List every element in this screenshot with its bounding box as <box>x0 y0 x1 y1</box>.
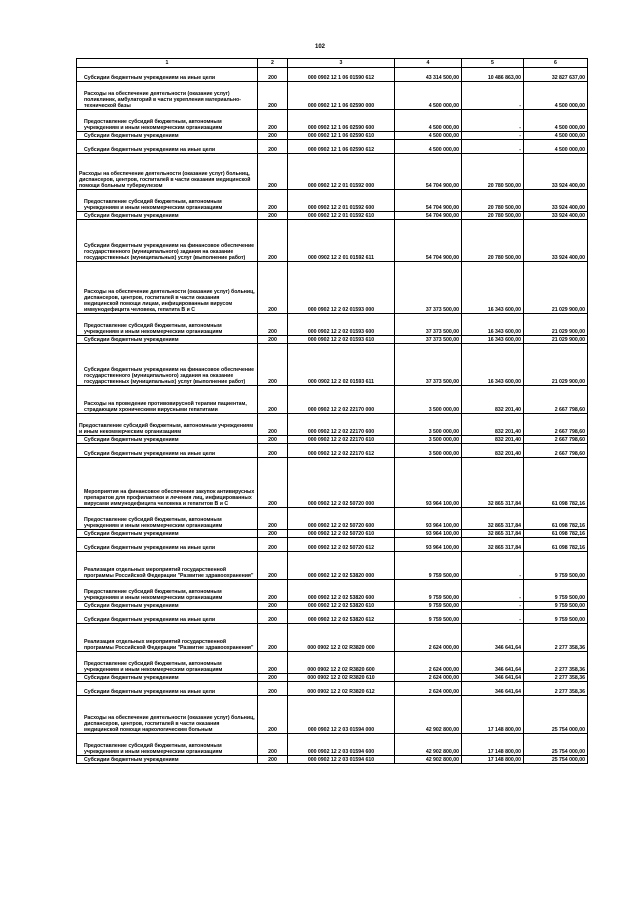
row-approved-amount: 2 624 000,00 <box>395 674 462 682</box>
row-approved-amount: 42 902 800,00 <box>395 734 462 756</box>
table-row <box>77 212 588 220</box>
column-header-4: 4 <box>395 59 462 68</box>
row-budget-code: 000 0902 12 2 02 01593 000 <box>288 262 395 314</box>
row-budget-code: 000 0902 12 2 02 50720 612 <box>288 538 395 552</box>
row-unexecuted-amount: 4 500 000,00 <box>524 132 588 140</box>
row-name: Субсидии бюджетным учреждениям на иные цели <box>77 610 258 624</box>
row-executed-amount: 346 641,64 <box>462 674 524 682</box>
row-unexecuted-amount: 9 759 500,00 <box>524 580 588 602</box>
row-budget-code: 000 0902 12 2 02 22170 610 <box>288 436 395 444</box>
row-unexecuted-amount: 2 667 798,60 <box>524 444 588 458</box>
row-line-code: 200 <box>258 538 288 552</box>
row-name: Субсидии бюджетным учреждениям <box>77 674 258 682</box>
row-unexecuted-amount: 2 277 358,36 <box>524 624 588 652</box>
row-approved-amount: 9 759 500,00 <box>395 610 462 624</box>
row-budget-code: 000 0902 12 1 06 02590 612 <box>288 140 395 154</box>
row-budget-code: 000 0902 12 2 03 01594 600 <box>288 734 395 756</box>
row-approved-amount: 93 964 100,00 <box>395 530 462 538</box>
row-approved-amount: 3 500 000,00 <box>395 444 462 458</box>
row-approved-amount: 43 314 500,00 <box>395 68 462 82</box>
column-header-3: 3 <box>288 59 395 68</box>
row-executed-amount: - <box>462 132 524 140</box>
table-row <box>77 756 588 764</box>
row-line-code: 200 <box>258 458 288 508</box>
row-unexecuted-amount: 21 029 900,00 <box>524 344 588 386</box>
row-executed-amount: 32 865 317,84 <box>462 538 524 552</box>
row-budget-code: 000 0902 12 2 02 50720 610 <box>288 530 395 538</box>
row-budget-code: 000 0902 12 2 02 53820 612 <box>288 610 395 624</box>
row-executed-amount: - <box>462 140 524 154</box>
row-line-code: 200 <box>258 580 288 602</box>
row-unexecuted-amount: 33 924 400,00 <box>524 220 588 262</box>
table-row <box>77 538 588 552</box>
row-name: Предоставление субсидий бюджетным, автономным учреждениям и иным некоммерческим организациям <box>77 508 258 530</box>
row-unexecuted-amount: 25 754 000,00 <box>524 756 588 764</box>
row-name: Расходы на проведение противовирусной терапии пациентам, страдающим хроническими вирусными гепатитами <box>77 386 258 414</box>
row-executed-amount: 32 865 317,84 <box>462 508 524 530</box>
row-approved-amount: 37 373 500,00 <box>395 344 462 386</box>
row-executed-amount: - <box>462 610 524 624</box>
row-approved-amount: 9 759 500,00 <box>395 580 462 602</box>
row-budget-code: 000 0902 12 2 02 53820 000 <box>288 552 395 580</box>
row-unexecuted-amount: 21 029 900,00 <box>524 262 588 314</box>
row-budget-code: 000 0902 12 2 02 50720 000 <box>288 458 395 508</box>
row-name: Субсидии бюджетным учреждениям <box>77 530 258 538</box>
row-line-code: 200 <box>258 508 288 530</box>
row-unexecuted-amount: 4 500 000,00 <box>524 140 588 154</box>
row-executed-amount: 16 343 600,00 <box>462 344 524 386</box>
row-budget-code: 000 0902 12 1 06 02590 600 <box>288 110 395 132</box>
table-row <box>77 682 588 696</box>
row-unexecuted-amount: 2 277 358,36 <box>524 674 588 682</box>
row-unexecuted-amount: 32 827 637,00 <box>524 68 588 82</box>
row-unexecuted-amount: 61 098 782,16 <box>524 508 588 530</box>
row-line-code: 200 <box>258 652 288 674</box>
row-budget-code: 000 0902 12 2 02 50720 600 <box>288 508 395 530</box>
row-line-code: 200 <box>258 552 288 580</box>
row-executed-amount: 832 201,40 <box>462 444 524 458</box>
row-line-code: 200 <box>258 414 288 436</box>
row-budget-code: 000 0902 12 2 02 R3820 000 <box>288 624 395 652</box>
row-executed-amount: 832 201,40 <box>462 386 524 414</box>
table-row <box>77 458 588 508</box>
table-body <box>77 68 588 764</box>
row-line-code: 200 <box>258 756 288 764</box>
table-row <box>77 344 588 386</box>
table-row <box>77 262 588 314</box>
row-name: Субсидии бюджетным учреждениям <box>77 602 258 610</box>
table-row <box>77 530 588 538</box>
row-line-code: 200 <box>258 530 288 538</box>
row-name: Расходы на обеспечение деятельности (оказание услуг) больниц, диспансеров, центров, госпиталей в части оказания медицинской помощи лицам, инфицированным вирусом иммунодефицита человека, гепатита В и С <box>77 262 258 314</box>
row-name: Реализация отдельных мероприятий государственной программы Российской Федерации "Развитие здравоохранения" <box>77 552 258 580</box>
row-line-code: 200 <box>258 262 288 314</box>
row-budget-code: 000 0902 12 2 02 R3820 610 <box>288 674 395 682</box>
row-name: Субсидии бюджетным учреждениям <box>77 132 258 140</box>
row-unexecuted-amount: 2 667 798,60 <box>524 414 588 436</box>
row-line-code: 200 <box>258 436 288 444</box>
column-header-5: 5 <box>462 59 524 68</box>
column-header-1: 1 <box>77 59 258 68</box>
row-approved-amount: 3 500 000,00 <box>395 436 462 444</box>
row-name: Субсидии бюджетным учреждениям на иные цели <box>77 68 258 82</box>
row-unexecuted-amount: 21 029 900,00 <box>524 336 588 344</box>
row-name: Предоставление субсидий бюджетным, автономным учреждениям и иным некоммерческим организациям <box>77 110 258 132</box>
row-name: Расходы на обеспечение деятельности (оказание услуг) больниц, диспансеров, центров, госпиталей в части оказания медицинской помощи наркологическим больным <box>77 696 258 734</box>
row-executed-amount: - <box>462 110 524 132</box>
table-row <box>77 68 588 82</box>
row-line-code: 200 <box>258 602 288 610</box>
table-row <box>77 132 588 140</box>
row-name: Предоставление субсидий бюджетным, автономным учреждениям и иным некоммерческим организациям <box>77 580 258 602</box>
row-approved-amount: 54 704 900,00 <box>395 154 462 190</box>
table-row <box>77 386 588 414</box>
row-approved-amount: 2 624 000,00 <box>395 624 462 652</box>
row-budget-code: 000 0902 12 2 01 01592 611 <box>288 220 395 262</box>
row-line-code: 200 <box>258 674 288 682</box>
row-executed-amount: 20 780 500,00 <box>462 220 524 262</box>
row-line-code: 200 <box>258 624 288 652</box>
table-row <box>77 508 588 530</box>
table-row <box>77 610 588 624</box>
row-unexecuted-amount: 25 754 000,00 <box>524 696 588 734</box>
column-number-row <box>77 59 588 68</box>
row-executed-amount: 16 343 600,00 <box>462 262 524 314</box>
row-approved-amount: 37 373 500,00 <box>395 336 462 344</box>
row-approved-amount: 9 759 500,00 <box>395 552 462 580</box>
row-budget-code: 000 0902 12 2 02 53820 610 <box>288 602 395 610</box>
table-row <box>77 624 588 652</box>
row-unexecuted-amount: 61 098 782,16 <box>524 530 588 538</box>
row-line-code: 200 <box>258 82 288 110</box>
row-executed-amount: - <box>462 552 524 580</box>
row-budget-code: 000 0902 12 1 06 02590 000 <box>288 82 395 110</box>
row-executed-amount: 17 148 800,00 <box>462 734 524 756</box>
row-unexecuted-amount: 4 500 000,00 <box>524 110 588 132</box>
row-unexecuted-amount: 9 759 500,00 <box>524 610 588 624</box>
row-unexecuted-amount: 25 754 000,00 <box>524 734 588 756</box>
table-row <box>77 190 588 212</box>
table-row <box>77 336 588 344</box>
row-budget-code: 000 0902 12 2 03 01594 000 <box>288 696 395 734</box>
row-unexecuted-amount: 61 098 782,16 <box>524 538 588 552</box>
row-approved-amount: 4 500 000,00 <box>395 132 462 140</box>
row-approved-amount: 2 624 000,00 <box>395 682 462 696</box>
row-budget-code: 000 0902 12 2 01 01592 610 <box>288 212 395 220</box>
table-row <box>77 110 588 132</box>
row-approved-amount: 4 500 000,00 <box>395 110 462 132</box>
row-budget-code: 000 0902 12 2 02 01593 600 <box>288 314 395 336</box>
row-name: Субсидии бюджетным учреждениям на иные цели <box>77 444 258 458</box>
row-approved-amount: 54 704 900,00 <box>395 190 462 212</box>
row-approved-amount: 93 964 100,00 <box>395 538 462 552</box>
row-approved-amount: 4 500 000,00 <box>395 140 462 154</box>
row-executed-amount: 346 641,64 <box>462 624 524 652</box>
row-line-code: 200 <box>258 734 288 756</box>
row-budget-code: 000 0902 12 1 06 01590 612 <box>288 68 395 82</box>
row-unexecuted-amount: 2 277 358,36 <box>524 652 588 674</box>
row-name: Субсидии бюджетным учреждениям <box>77 212 258 220</box>
row-approved-amount: 2 624 000,00 <box>395 652 462 674</box>
row-executed-amount: - <box>462 580 524 602</box>
table-row <box>77 674 588 682</box>
table-row <box>77 220 588 262</box>
row-unexecuted-amount: 33 924 400,00 <box>524 154 588 190</box>
row-line-code: 200 <box>258 344 288 386</box>
row-line-code: 200 <box>258 110 288 132</box>
table-row <box>77 444 588 458</box>
row-approved-amount: 42 902 800,00 <box>395 696 462 734</box>
row-name: Мероприятия на финансовое обеспечение закупок антивирусных препаратов для профилактики и лечения лиц, инфицированных вирусами иммунодефицита человека и гепатитов В и С <box>77 458 258 508</box>
row-name: Предоставление субсидий бюджетным, автономным учреждениям и иным некоммерческим организациям <box>77 414 258 436</box>
row-approved-amount: 54 704 900,00 <box>395 220 462 262</box>
row-name: Субсидии бюджетным учреждениям <box>77 756 258 764</box>
page-number: 102 <box>314 44 325 50</box>
table-row <box>77 734 588 756</box>
row-line-code: 200 <box>258 140 288 154</box>
row-approved-amount: 54 704 900,00 <box>395 212 462 220</box>
table-row <box>77 82 588 110</box>
row-executed-amount: - <box>462 82 524 110</box>
row-unexecuted-amount: 9 759 500,00 <box>524 552 588 580</box>
row-budget-code: 000 0902 12 2 02 22170 000 <box>288 386 395 414</box>
row-approved-amount: 9 759 500,00 <box>395 602 462 610</box>
row-line-code: 200 <box>258 220 288 262</box>
table-row <box>77 314 588 336</box>
row-line-code: 200 <box>258 336 288 344</box>
row-line-code: 200 <box>258 68 288 82</box>
row-unexecuted-amount: 2 277 358,36 <box>524 682 588 696</box>
row-executed-amount: 20 780 500,00 <box>462 212 524 220</box>
row-line-code: 200 <box>258 212 288 220</box>
row-budget-code: 000 0902 12 2 02 53820 600 <box>288 580 395 602</box>
row-line-code: 200 <box>258 696 288 734</box>
row-name: Субсидии бюджетным учреждениям на иные цели <box>77 538 258 552</box>
row-name: Субсидии бюджетным учреждениям на финансовое обеспечение государственного (муниципального) задания на оказание государственных (муниципальных) услуг (выполнение работ) <box>77 344 258 386</box>
row-executed-amount: 832 201,40 <box>462 436 524 444</box>
row-line-code: 200 <box>258 386 288 414</box>
row-unexecuted-amount: 21 029 900,00 <box>524 314 588 336</box>
row-unexecuted-amount: 61 098 782,16 <box>524 458 588 508</box>
budget-execution-table <box>76 58 588 764</box>
table-row <box>77 602 588 610</box>
row-name: Предоставление субсидий бюджетным, автономным учреждениям и иным некоммерческим организациям <box>77 734 258 756</box>
table-row <box>77 140 588 154</box>
table-row <box>77 414 588 436</box>
row-executed-amount: 32 865 317,84 <box>462 530 524 538</box>
row-line-code: 200 <box>258 190 288 212</box>
table-row <box>77 436 588 444</box>
row-executed-amount: 32 865 317,84 <box>462 458 524 508</box>
row-approved-amount: 37 373 500,00 <box>395 314 462 336</box>
row-executed-amount: 20 780 500,00 <box>462 154 524 190</box>
row-executed-amount: 17 148 800,00 <box>462 696 524 734</box>
row-name: Субсидии бюджетным учреждениям <box>77 436 258 444</box>
row-line-code: 200 <box>258 132 288 140</box>
row-executed-amount: 832 201,40 <box>462 414 524 436</box>
row-name: Субсидии бюджетным учреждениям <box>77 336 258 344</box>
row-budget-code: 000 0902 12 2 02 R3820 612 <box>288 682 395 696</box>
row-executed-amount: 346 641,64 <box>462 682 524 696</box>
row-line-code: 200 <box>258 682 288 696</box>
table-row <box>77 580 588 602</box>
row-executed-amount: 17 148 800,00 <box>462 756 524 764</box>
table-row <box>77 652 588 674</box>
row-name: Предоставление субсидий бюджетным, автономным учреждениям и иным некоммерческим организациям <box>77 190 258 212</box>
row-unexecuted-amount: 4 500 000,00 <box>524 82 588 110</box>
table-row <box>77 154 588 190</box>
row-name: Субсидии бюджетным учреждениям на финансовое обеспечение государственного (муниципального) задания на оказание государственных (муниципальных) услуг (выполнение работ) <box>77 220 258 262</box>
row-unexecuted-amount: 2 667 798,60 <box>524 436 588 444</box>
row-budget-code: 000 0902 12 2 02 22170 600 <box>288 414 395 436</box>
table-row <box>77 552 588 580</box>
row-budget-code: 000 0902 12 2 01 01592 600 <box>288 190 395 212</box>
row-budget-code: 000 0902 12 2 02 22170 612 <box>288 444 395 458</box>
row-approved-amount: 93 964 100,00 <box>395 458 462 508</box>
row-budget-code: 000 0902 12 2 03 01594 610 <box>288 756 395 764</box>
row-name: Расходы на обеспечение деятельности (оказание услуг) поликлиник, амбулаторий в части укрепления материально-технической базы <box>77 82 258 110</box>
row-budget-code: 000 0902 12 2 02 01593 611 <box>288 344 395 386</box>
row-line-code: 200 <box>258 314 288 336</box>
row-approved-amount: 3 500 000,00 <box>395 386 462 414</box>
row-approved-amount: 37 373 500,00 <box>395 262 462 314</box>
row-executed-amount: - <box>462 602 524 610</box>
row-unexecuted-amount: 33 924 400,00 <box>524 212 588 220</box>
row-name: Предоставление субсидий бюджетным, автономным учреждениям и иным некоммерческим организациям <box>77 314 258 336</box>
row-unexecuted-amount: 33 924 400,00 <box>524 190 588 212</box>
row-executed-amount: 346 641,64 <box>462 652 524 674</box>
row-unexecuted-amount: 9 759 500,00 <box>524 602 588 610</box>
row-approved-amount: 3 500 000,00 <box>395 414 462 436</box>
row-executed-amount: 20 780 500,00 <box>462 190 524 212</box>
row-executed-amount: 16 343 600,00 <box>462 336 524 344</box>
row-unexecuted-amount: 2 667 798,60 <box>524 386 588 414</box>
table-row <box>77 696 588 734</box>
row-budget-code: 000 0902 12 1 06 02590 610 <box>288 132 395 140</box>
row-budget-code: 000 0902 12 2 02 R3820 600 <box>288 652 395 674</box>
row-approved-amount: 42 902 800,00 <box>395 756 462 764</box>
row-approved-amount: 93 964 100,00 <box>395 508 462 530</box>
row-executed-amount: 10 486 863,00 <box>462 68 524 82</box>
row-name: Субсидии бюджетным учреждениям на иные цели <box>77 682 258 696</box>
row-line-code: 200 <box>258 154 288 190</box>
row-approved-amount: 4 500 000,00 <box>395 82 462 110</box>
row-line-code: 200 <box>258 444 288 458</box>
row-name: Расходы на обеспечение деятельности (оказание услуг) больниц, диспансеров, центров, госпиталей в части оказания медицинской помощи больным туберкулезом <box>77 154 258 190</box>
row-name: Реализация отдельных мероприятий государственной программы Российской Федерации "Развитие здравоохранения" <box>77 624 258 652</box>
column-header-2: 2 <box>258 59 288 68</box>
row-executed-amount: 16 343 600,00 <box>462 314 524 336</box>
row-budget-code: 000 0902 12 2 02 01593 610 <box>288 336 395 344</box>
row-name: Предоставление субсидий бюджетным, автономным учреждениям и иным некоммерческим организациям <box>77 652 258 674</box>
row-line-code: 200 <box>258 610 288 624</box>
column-header-6: 6 <box>524 59 588 68</box>
row-name: Субсидии бюджетным учреждениям на иные цели <box>77 140 258 154</box>
row-budget-code: 000 0902 12 2 01 01592 000 <box>288 154 395 190</box>
